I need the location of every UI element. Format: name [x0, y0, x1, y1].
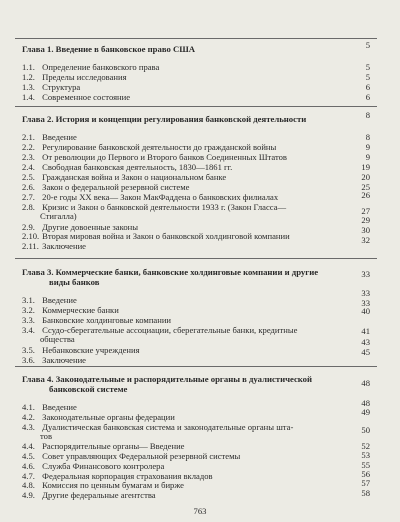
item-page: 58 [361, 488, 370, 498]
toc-item: 3.1. Введение [22, 295, 77, 305]
divider [15, 366, 377, 367]
item-page: 33 [361, 298, 370, 308]
toc-item: 4.3. Дуалистическая банковская система и законодательные органы шта- [22, 422, 294, 432]
item-page: 55 [361, 460, 370, 470]
chapter-title: Глава 3. Коммерческие банки, банковские холдинговые компании и другие [22, 267, 319, 277]
item-page: 27 [361, 206, 370, 216]
item-page: 40 [361, 306, 370, 316]
toc-item: 4.7. Федеральная корпорация страхования вкладов [22, 471, 213, 481]
toc-item: 3.5. Небанковские учреждения [22, 345, 140, 355]
toc-item: 2.2. Регулирование банковской деятельности до гражданской войны [22, 142, 277, 152]
toc-item: 1.1. Определение банковского права [22, 62, 160, 72]
toc-item: 1.4. Современное состояние [22, 92, 131, 102]
toc-item: 2.8. Кризис и Закон о банковской деятельности 1933 г. (Закон Гласса— [22, 202, 287, 212]
item-page: 26 [361, 190, 370, 200]
toc-item: 1.2. Пределы исследования [22, 72, 127, 82]
divider [15, 106, 377, 107]
chapter-title: Глава 2. История и концепции регулирования банковской деятельности [22, 114, 307, 124]
item-page: 57 [361, 478, 370, 488]
toc-item: 2.1. Введение [22, 132, 77, 142]
item-page: 50 [361, 425, 370, 435]
chapter-title-continuation: виды банков [49, 277, 100, 287]
toc-item: 4.6. Служба Финансового контролера [22, 461, 165, 471]
item-page: 53 [361, 450, 370, 460]
item-page: 8 [365, 132, 370, 142]
item-page: 56 [361, 469, 370, 479]
item-page: 5 [365, 62, 370, 72]
toc-item: 2.6. Закон о федеральной резервной системе [22, 182, 190, 192]
toc-item: 2.7. 20-е годы XX века— Закон МакФаддена о банковских филиалах [22, 192, 279, 202]
toc-item: 2.3. От революции до Первого и Второго банков Соединенных Штатов [22, 152, 287, 162]
item-page: 41 [361, 326, 370, 336]
item-page: 6 [365, 92, 370, 102]
toc-item: 2.11. Заключение [22, 241, 86, 251]
toc-item: 3.6. Заключение [22, 355, 86, 365]
item-page: 30 [361, 225, 370, 235]
item-page: 6 [365, 82, 370, 92]
toc-item-continuation: Стигалла) [40, 211, 77, 221]
toc-item: 3.3. Банковские холдинговые компании [22, 315, 172, 325]
chapter-title-continuation: банковской системе [49, 384, 128, 394]
item-page: 45 [361, 347, 370, 357]
item-page: 5 [365, 72, 370, 82]
item-page: 52 [361, 441, 370, 451]
divider [15, 38, 377, 39]
toc-item: 3.2. Коммерческие банки [22, 305, 119, 315]
chapter-page: 48 [361, 378, 370, 388]
chapter-page: 33 [361, 269, 370, 279]
item-page: 20 [361, 172, 370, 182]
toc-item: 2.10. Вторая мировая война и Закон о банковской холдинговой компании [22, 231, 290, 241]
toc-item: 2.9. Другие довоенные законы [22, 222, 139, 232]
toc-item: 4.8. Комиссия по ценным бумагам и бирже [22, 480, 184, 490]
toc-item: 4.5. Совет управляющих Федеральной резервной системы [22, 451, 241, 461]
item-page: 9 [365, 142, 370, 152]
toc-item-continuation: тов [40, 431, 52, 441]
item-page: 32 [361, 235, 370, 245]
page-number: 763 [193, 506, 207, 516]
toc-item: 3.4. Ссудо-сберегательные ассоциации, сберегательные банки, кредитные [22, 325, 298, 335]
toc-item: 2.4. Свободная банковская деятельность, 1830—1861 гг. [22, 162, 233, 172]
toc-item-continuation: общества [40, 334, 75, 344]
item-page: 33 [361, 288, 370, 298]
chapter-title: Глава 1. Введение в банковское право США [22, 44, 196, 54]
chapter-page: 5 [365, 40, 370, 50]
toc-item: 1.3. Структура [22, 82, 81, 92]
item-page: 48 [361, 398, 370, 408]
toc-item: 4.9. Другие федеральные агентства [22, 490, 156, 500]
toc-item: 4.2. Законодательные органы федерации [22, 412, 175, 422]
item-page: 29 [361, 215, 370, 225]
toc-item: 4.4. Распорядительные органы— Введение [22, 441, 185, 451]
item-page: 19 [361, 162, 370, 172]
item-page: 49 [361, 407, 370, 417]
toc-item: 4.1. Введение [22, 402, 77, 412]
divider [15, 258, 377, 259]
toc-item: 2.5. Гражданская война и Закон о национальном банке [22, 172, 227, 182]
chapter-page: 8 [365, 110, 370, 120]
item-page: 9 [365, 152, 370, 162]
chapter-title: Глава 4. Законодательные и распорядительные органы в дуалистической [22, 374, 313, 384]
item-page: 25 [361, 182, 370, 192]
item-page: 43 [361, 337, 370, 347]
